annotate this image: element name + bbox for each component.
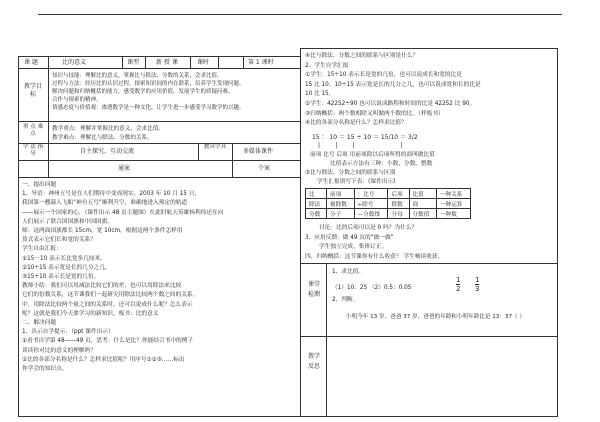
key-label: 重 点 难 点 [22,124,44,137]
goal-line-1: 知识与技能：理解比的意义，掌握比与除法、分数的关系，会求比值。 [52,73,223,79]
tools-value: 多媒体课件 [243,148,274,155]
cell: 比值 [409,189,437,199]
method-divider [18,160,301,161]
cell: 一种运算 [437,199,471,209]
cell: 分数值 [409,209,437,219]
period-value: 第 1 课时 [248,59,274,66]
lb-5: 师：这两面国旗都长 15cm，宽 10cm，根据这两个条件怎样用 [22,228,183,235]
cell: 除数 [388,199,409,209]
lb-1: 1、导语：神州五号是在人们期待中变成现实，2003 年 10 月 15 日， [22,191,201,198]
cell: ：比号 [354,189,388,199]
lb-13: 中，用除法比较两个量之间的关系时，还可以说成什么呢？怎么表示 [22,301,193,308]
table-border-mid [300,48,301,417]
method-label: 学 法 指 导 [22,144,44,157]
goals-divider [18,121,301,122]
goals-label: 教学目标 [23,83,42,98]
cell: 商 [409,199,437,209]
right-border-bottom [300,416,558,417]
left-body [22,181,223,374]
rb-7: ④比的各部分名称是什么？怎样求比值？ [305,120,407,127]
cell: 一种关系 [437,189,471,199]
rb-5: ②学生：42252÷90 也可以说成路程和时间的比是 42252 比 90。 [305,100,476,107]
goal-line-4: 合作与探索的精神。 [52,97,102,103]
cell: —分数线 [354,209,388,219]
lb-0: 一、提出问题 [22,182,57,188]
lb-16: 1、出示自学提示：（ppt 课件出示） [22,329,114,336]
table-row [306,199,471,209]
table-intro: 学生汇报填写下表：(课件出示) [317,179,396,185]
lb-6: 算式表示它们长和宽的关系？ [22,237,96,244]
ratio-note: 比值表示方法有三种：小数、分数、整数 [330,161,433,167]
practice-top [300,263,558,264]
type-label: 课型 [127,59,140,66]
section-divider [18,177,301,178]
table-border-bottom [18,416,301,417]
rm-2: 学生独立完成，集体订正。 [319,244,388,251]
ratio-ticks: | | | | [318,142,403,149]
fraction-one-half: $\frac{1}{2}$ [456,276,461,293]
period-label: 课时 [197,59,210,66]
rm-0: 讨论：比的后项可以是 0 吗？为什么？ [319,225,418,231]
cell: 后项 [388,189,409,199]
top-rule [38,14,562,15]
table-row [306,189,471,199]
hv6 [243,56,244,69]
cell: 分母 [388,209,409,219]
section-v [232,160,233,178]
goals-lines [52,72,245,112]
hv2 [122,56,123,69]
lb-15: 二、解决问题 [22,320,57,327]
lb-4: 人们展示了联合国国旗和中国国旗。 [22,218,113,225]
lb-18: 谈谈你对比的意义的理解吗？ [22,347,96,354]
table-border-top [18,56,301,57]
right-body-top [305,52,481,129]
topic-value: 比的意义 [62,59,87,66]
rb-2: ①学生：15÷10 表示长是宽的几倍，也可以说成长和宽的比是 [305,72,462,79]
hv4 [190,56,191,69]
practice-lines [332,268,411,304]
judge-line: 小明今年 13 岁，爸爸 37 岁，爸爸的年龄和小明年龄比是 13：37（ ） [346,314,525,320]
fraction-one-third: $\frac{1}{3}$ [475,276,480,293]
goal-line-3: 解决问题和归纳概括的能力，感受数学的应用价值，发展学生的质疑问难、 [52,89,234,95]
cell: 分数 [306,209,327,219]
pl-1: （1）10：25 （2）0.5：0.05 [332,285,412,291]
pl-2: 2、判断。 [332,297,359,303]
ratio-line: 15 ： 10 ＝ 15 ÷ 10 ＝ 15/10 ＝ 3/2 [312,134,418,141]
rm-1: 3、应用反馈：做 49 页的“做一做” [305,234,394,241]
practice-label: 课堂检测 [307,281,320,298]
lb-12: 它们的倍数关系，这节课我们一起研究用除法比较两个数之间的关系。 [22,292,199,299]
hv3 [145,56,146,69]
lb-20: 你学会的知识点。 [22,366,68,373]
rb-3: 15 比 10。10÷15 表示宽是长的几分之几，也可以说成宽和长的比是 [305,81,481,88]
comparison-table [305,188,471,219]
ratio-labels: 前项 比号 后项 用前项除以后项所得的商叫做比值 [310,152,435,158]
tools-label: 教具学具 [203,144,227,150]
cell: 被除数 [327,199,355,209]
cell: 比 [306,189,327,199]
pl-0: 1、求比值。 [332,269,365,275]
lb-7: 学生自由汇报： [22,246,62,253]
cell: 一种数 [437,209,471,219]
cell: 前项 [327,189,355,199]
cell: 分子 [327,209,355,219]
table-border-left [18,56,19,417]
lb-17: ①看书自学第 48——49 页，思考：什么是比？你能结合书中的例子 [22,338,194,345]
method-v2 [232,143,233,161]
rm-3: 四、归纳概括：这节课你有什么收获？ 学生畅谈收获。 [305,253,444,260]
right-border-top [300,48,558,49]
lb-14: 呢？这就是我们今天要学习的新知识，板书：比的意义 [22,310,159,317]
lb-10: ③15÷10 表示长是宽的几倍。 [22,274,100,281]
rb-1: 2、学生自学汇报 [305,62,349,69]
method-value: 自主探究、互动交流 [80,148,135,155]
lb-8: ①15－10 表示长比宽多几厘米。 [22,255,106,262]
lb-2: 我国第一艘载人飞船“神舟五号”顺利升空，准确地进入预定的轨道 [22,200,188,207]
rb-6: ③归纳概括：两个数相除又叫做两个数的比。（样板书） [305,110,444,117]
practice-v [326,263,327,417]
lb-3: ——展示一个国家的心，（课件出示 48 页主题图）在此时航天英雄杨利伟还在向 [22,209,224,216]
ratio-note2: ⑤比与除法、分数之间的联系与区别 [305,170,396,176]
right-body-mid [305,224,443,262]
cell: ÷除号 [354,199,388,209]
key-line-2: 教学难点：理解比与除法、分数的关系。 [52,135,153,141]
goal-line-2: 过程与方法：经历比的认识过程，探索知识间的内在联系，培养学生发现问题、 [52,81,245,87]
table-row [306,209,471,219]
header-divider [18,68,301,69]
type-value: 新 授 课 [156,59,178,66]
practice-bottom [300,336,558,337]
lb-11: 教师小结：我们可以用减法比较它们的差，也可以用除法来比较 [22,283,182,290]
reflection-label: 教学反思 [307,353,320,370]
lb-19: ②比的各部分名称是什么？怎样求比值呢？用序号①②③……标出 [22,356,185,363]
common-header: 通案 [118,165,131,172]
topic-label: 课 题 [24,59,38,66]
cell: 除法 [306,199,327,209]
key-line-1: 教学重点：理解并掌握比的意义，会求比值。 [52,126,164,132]
hv5 [218,56,219,69]
goal-line-5: 情感态度与价值观：渗透数学是一种文化，让学生进一步感受学习数学的兴趣。 [52,105,245,111]
lb-9: ②10÷15 表示宽是长的几分之几。 [22,264,111,271]
method-v1 [198,143,199,161]
rb-4: 10 比 15。 [305,91,335,98]
individual-header: 个案 [258,165,271,172]
rb-0: ④比与除法、分数之间的联系与区别是什么？ [305,53,419,59]
right-border-right [557,48,558,417]
key-divider [18,143,301,144]
